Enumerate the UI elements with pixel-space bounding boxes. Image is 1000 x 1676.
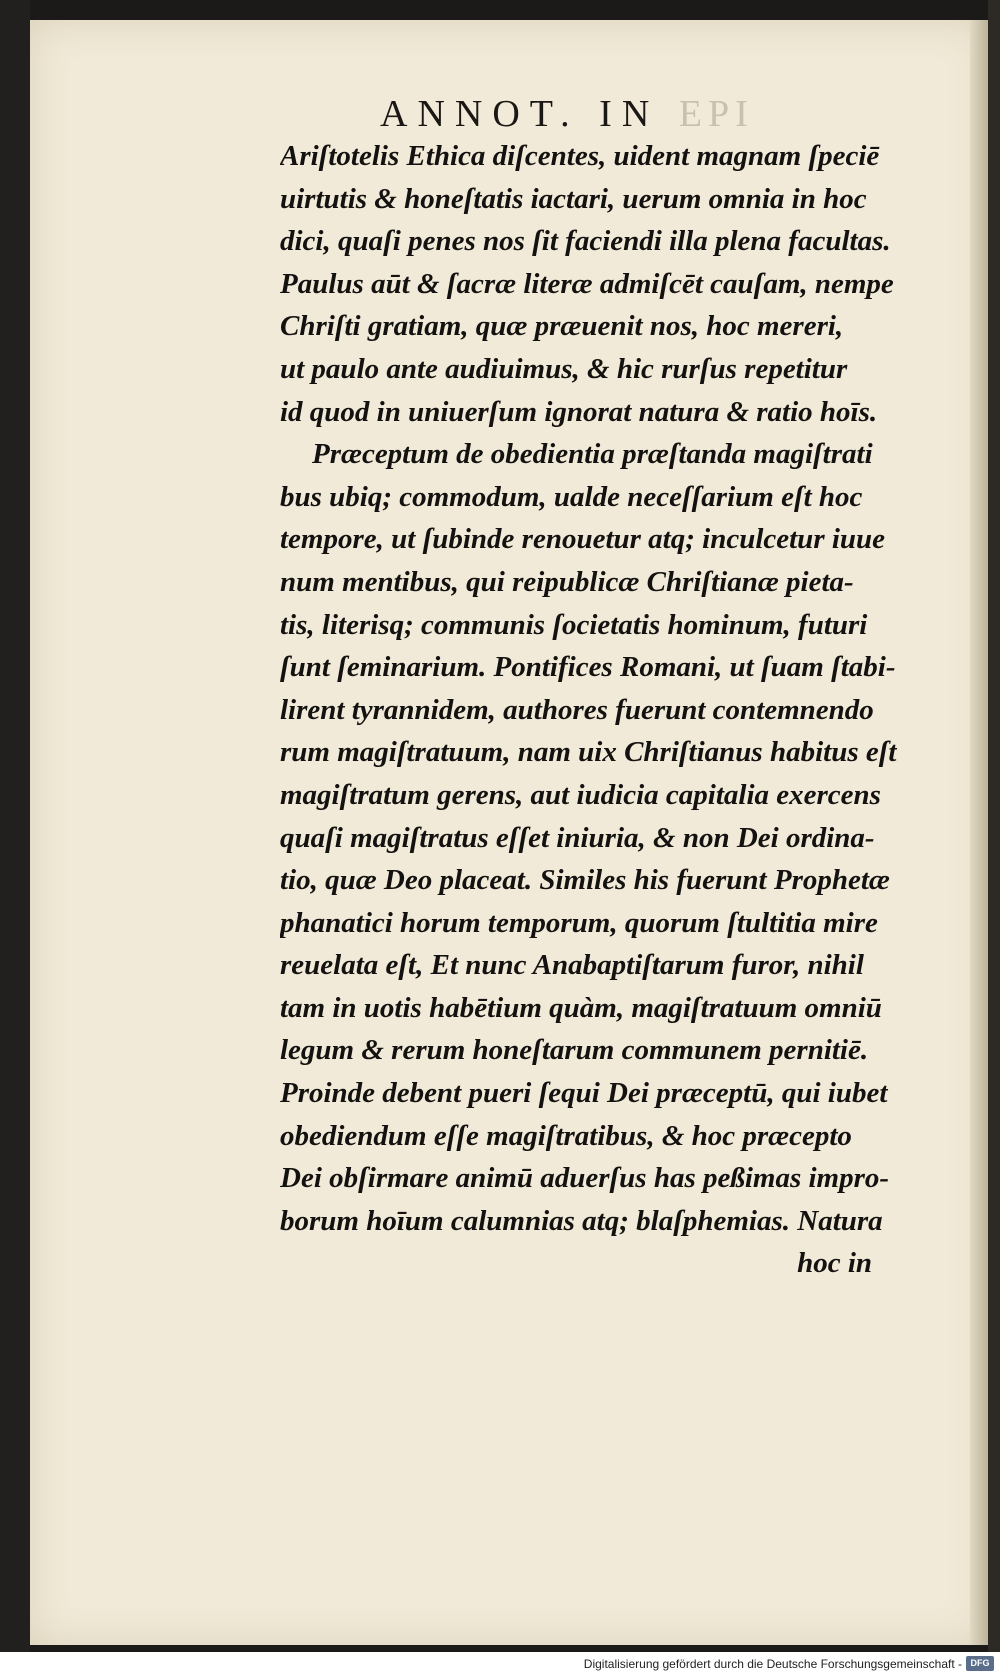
text-line: Dei obſirmare animū aduerſus has peßimas impro- [280, 1162, 890, 1195]
book-binding [988, 0, 1000, 1652]
funding-credit: Digitalisierung gefördert durch die Deutsche Forschungsgemeinschaft - [583, 1657, 962, 1671]
text-line: lirent tyrannidem, authores fuerunt contemnendo [280, 693, 874, 726]
text-line: reuelata eſt, Et nunc Anabaptiſtarum furor, nihil [280, 949, 864, 982]
text-line: Proinde debent pueri ſequi Dei præceptū, qui iubet [280, 1077, 888, 1110]
text-line: bus ubiq; commodum, ualde neceſſarium eſt hoc [280, 480, 863, 513]
text-line: num mentibus, qui reipublicæ Chriſtianæ pieta- [280, 565, 854, 598]
book-cover-edge [0, 0, 30, 1652]
dfg-logo-icon: DFG [966, 1656, 994, 1671]
bleed-through-text: EPI [678, 93, 754, 135]
text-line: borum hoīum calumnias atq; blaſphemias. Natura [280, 1204, 883, 1237]
catchword: hoc in [797, 1247, 872, 1280]
text-line: Paulus aūt & ſacræ literæ admiſcēt cauſam, nempe [280, 267, 894, 300]
text-line: quaſi magiſtratus eſſet iniuria, & non Dei ordina- [280, 821, 875, 854]
text-line: ſunt ſeminarium. Pontifices Romani, ut ſuam ſtabi- [280, 651, 896, 684]
text-line: rum magiſtratuum, nam uix Chriſtianus habitus eſt [280, 736, 897, 769]
paragraph-start-line: Præceptum de obedientia præſtanda magiſtrati [312, 438, 873, 471]
text-line: magiſtratum gerens, aut iudicia capitalia exercens [280, 778, 881, 811]
text-line: phanatici horum temporum, quorum ſtultitia mire [280, 906, 878, 939]
text-line: Ariſtotelis Ethica diſcentes, uident magnam ſpeciē [280, 140, 880, 172]
text-line: uirtutis & honeſtatis iactari, uerum omnia in hoc [280, 182, 867, 215]
text-line: id quod in uniuerſum ignorat natura & ratio hoīs. [280, 395, 878, 428]
text-line: tam in uotis habētium quàm, magiſtratuum omniū [280, 991, 882, 1024]
body-text [280, 135, 930, 1395]
page-gutter [970, 20, 988, 1645]
text-line: Chriſti gratiam, quæ præuenit nos, hoc mereri, [280, 310, 844, 343]
footer-bar [0, 1652, 1000, 1676]
text-line: dici, quaſi penes nos ſit faciendi illa plena facultas. [280, 225, 891, 258]
running-title: ANNOT. IN [380, 93, 660, 135]
text-line: tio, quæ Deo placeat. Similes his fuerunt Prophetæ [280, 864, 890, 897]
text-line: tempore, ut ſubinde renouetur atq; inculcetur iuue [280, 523, 886, 556]
text-line: tis, literisq; communis ſocietatis hominum, futuri [280, 608, 868, 641]
text-line: obediendum eſſe magiſtratibus, & hoc præcepto [280, 1119, 852, 1152]
text-line: legum & rerum honeſtarum communem pernitiē. [280, 1034, 869, 1067]
text-line: ut paulo ante audiuimus, & hic rurſus repetitur [280, 352, 848, 385]
